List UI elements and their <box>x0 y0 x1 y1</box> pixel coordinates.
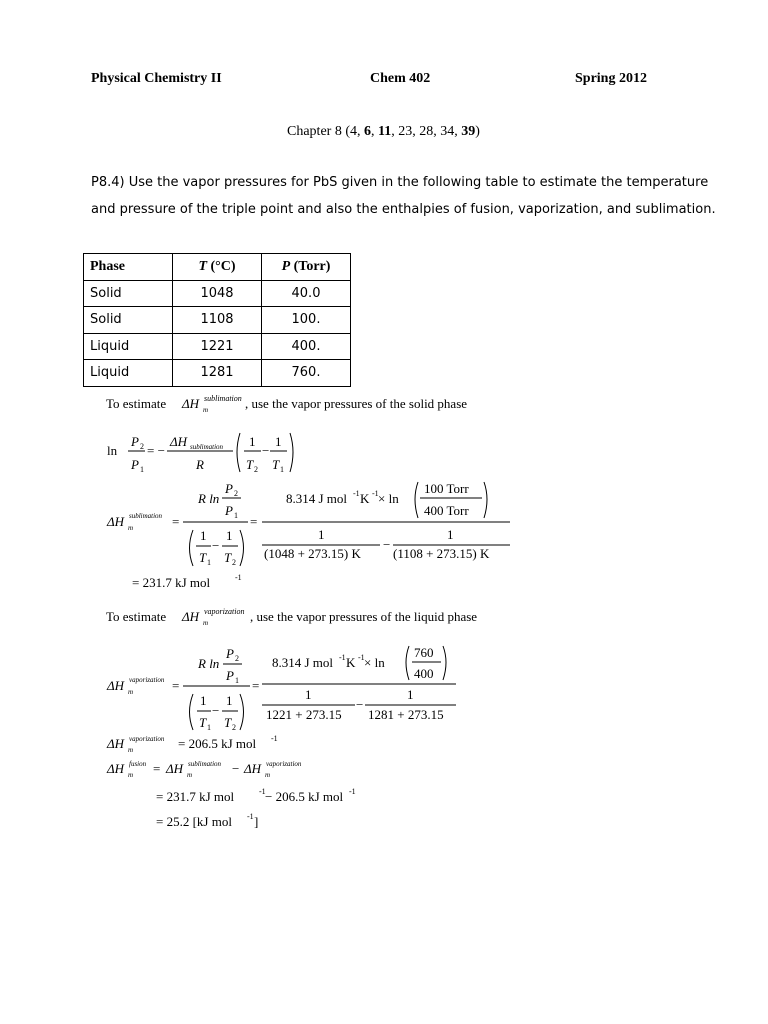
sub-2: 2 <box>232 558 236 567</box>
sup-sublimation: sublimation <box>188 760 222 768</box>
cell-phase: Solid <box>84 307 173 334</box>
inv: -1 <box>235 573 242 582</box>
chapter-suffix: ) <box>475 124 480 139</box>
sub-sublimation: sublimation <box>190 443 224 451</box>
chapter-bold-3: 39 <box>461 124 476 139</box>
dH-symbol: ΔH <box>107 514 125 529</box>
T1: T <box>199 550 207 565</box>
cell-phase: Liquid <box>84 333 173 360</box>
num-400: 400 <box>414 666 434 681</box>
one: 1 <box>407 687 414 702</box>
minus: − <box>212 703 220 718</box>
cell-temperature: 1221 <box>173 333 262 360</box>
denom-1048: (1048 + 273.15) K <box>264 546 361 561</box>
torr-100: 100 Torr <box>424 481 469 496</box>
cell-temperature: 1048 <box>173 280 262 307</box>
sub-m: m <box>128 688 134 696</box>
sub-2: 2 <box>235 654 239 663</box>
num-760: 760 <box>414 645 434 660</box>
one: 1 <box>305 687 312 702</box>
T2: T <box>224 550 232 565</box>
dH-symbol: ΔH <box>107 736 125 751</box>
header-phase: Phase <box>84 254 173 281</box>
sup-vaporization: vaporization <box>204 607 245 616</box>
course-title: Physical Chemistry II <box>91 71 222 86</box>
one: 1 <box>249 434 256 449</box>
one: 1 <box>200 528 207 543</box>
dH-symbol: ΔH <box>170 434 188 449</box>
fusion-line-2-end: ] <box>254 814 259 829</box>
sub-m: m <box>128 771 134 779</box>
one: 1 <box>226 693 233 708</box>
sub-1: 1 <box>140 465 144 474</box>
dH-symbol: ΔH <box>166 761 184 776</box>
const: 8.314 J mol <box>272 655 334 670</box>
header-t-unit: (°C) <box>207 258 236 274</box>
sub-1: 1 <box>235 676 239 685</box>
inv: -1 <box>353 489 360 498</box>
sub-m: m <box>128 524 134 532</box>
sub-1: 1 <box>234 511 238 520</box>
one: 1 <box>200 693 207 708</box>
inv: -1 <box>259 787 266 796</box>
neg-eq: = − <box>147 443 165 458</box>
chapter-prefix: Chapter 8 (4, <box>287 124 364 139</box>
denom-1281: 1281 + 273.15 <box>368 707 444 722</box>
inv: -1 <box>372 489 379 498</box>
T1: T <box>272 457 280 472</box>
eq: = <box>172 678 180 693</box>
sub-2: 2 <box>234 489 238 498</box>
dH-symbol: ΔH <box>182 396 200 411</box>
times-ln: × ln <box>364 655 385 670</box>
Rln: R ln <box>198 491 220 506</box>
sup-vaporization: vaporization <box>129 735 165 743</box>
T2: T <box>224 715 232 730</box>
inv: -1 <box>339 653 346 662</box>
chapter-mid: , 23, 28, 34, <box>391 124 462 139</box>
p1: P <box>131 457 139 472</box>
denom-1221: 1221 + 273.15 <box>266 707 342 722</box>
Rln: R ln <box>198 656 220 671</box>
course-code: Chem 402 <box>370 71 431 86</box>
cell-phase: Liquid <box>84 360 173 387</box>
sub-m: m <box>203 619 209 627</box>
cell-pressure: 40.0 <box>262 280 351 307</box>
inv: -1 <box>271 734 278 743</box>
intro-sublimation-b: , use the vapor pressures of the solid phase <box>245 396 468 411</box>
fusion-line-1a: = 231.7 kJ mol <box>156 789 235 804</box>
sup-fusion: fusion <box>129 760 147 768</box>
K-unit: K <box>346 655 356 670</box>
eq: = <box>172 514 180 529</box>
result-sublimation: = 231.7 kJ mol <box>132 575 211 590</box>
inv: -1 <box>247 812 254 821</box>
one: 1 <box>447 527 454 542</box>
sup-vaporization: vaporization <box>129 676 165 684</box>
torr-400: 400 Torr <box>424 503 469 518</box>
dH-symbol: ΔH <box>182 609 200 624</box>
eq: = <box>153 761 161 776</box>
chapter-bold-1: 6 <box>363 124 371 139</box>
fusion-line-1b: − 206.5 kJ mol <box>265 789 344 804</box>
course-term: Spring 2012 <box>575 71 647 86</box>
cell-pressure: 100. <box>262 307 351 334</box>
chapter-sep: , <box>370 124 378 139</box>
sub-2: 2 <box>232 723 236 732</box>
p2: P <box>225 481 233 496</box>
result-vaporization: = 206.5 kJ mol <box>178 736 257 751</box>
one: 1 <box>318 527 325 542</box>
cell-temperature: 1108 <box>173 307 262 334</box>
intro-vaporization-a: To estimate <box>106 609 167 624</box>
times-ln: × ln <box>378 491 399 506</box>
cell-temperature: 1281 <box>173 360 262 387</box>
sub-m: m <box>128 746 134 754</box>
denom-1108: (1108 + 273.15) K <box>393 546 490 561</box>
header-p-unit: (Torr) <box>290 258 331 274</box>
fusion-line-2: = 25.2 [kJ mol <box>156 814 232 829</box>
cell-phase: Solid <box>84 280 173 307</box>
K-unit: K <box>360 491 370 506</box>
sub-2: 2 <box>140 442 144 451</box>
inv: -1 <box>349 787 356 796</box>
minus: − <box>383 537 391 552</box>
sup-sublimation: sublimation <box>204 394 242 403</box>
dH-symbol: ΔH <box>107 678 125 693</box>
minus: − <box>232 761 240 776</box>
sub-1: 1 <box>280 465 284 474</box>
sub-2: 2 <box>254 465 258 474</box>
minus: − <box>262 443 270 458</box>
problem-line-2: and pressure of the triple point and also the enthalpies of fusion, vaporization, and sublimation. <box>91 202 716 217</box>
minus: − <box>356 697 364 712</box>
sub-1: 1 <box>207 558 211 567</box>
one: 1 <box>275 434 282 449</box>
cell-pressure: 760. <box>262 360 351 387</box>
sup-sublimation: sublimation <box>129 512 163 520</box>
cell-pressure: 400. <box>262 333 351 360</box>
intro-sublimation-a: To estimate <box>106 396 167 411</box>
one: 1 <box>226 528 233 543</box>
problem-line-1: P8.4) Use the vapor pressures for PbS given in the following table to estimate the temperature <box>91 175 709 190</box>
R-symbol: R <box>196 457 204 472</box>
sub-m: m <box>187 771 193 779</box>
intro-vaporization-b: , use the vapor pressures of the liquid phase <box>250 609 478 624</box>
T1: T <box>199 715 207 730</box>
dH-symbol: ΔH <box>107 761 125 776</box>
p2: P <box>131 434 139 449</box>
header-p-var: P <box>281 258 291 274</box>
eq: = <box>250 514 258 529</box>
sub-m: m <box>203 406 209 414</box>
minus: − <box>212 538 220 553</box>
sub-1: 1 <box>207 723 211 732</box>
eq: = <box>252 678 260 693</box>
const: 8.314 J mol <box>286 491 348 506</box>
inv: -1 <box>358 653 365 662</box>
header-t-var: T <box>198 258 207 274</box>
p2: P <box>226 646 234 661</box>
T2: T <box>246 457 254 472</box>
chapter-bold-2: 11 <box>377 124 392 139</box>
ln-symbol: ln <box>107 443 118 458</box>
p1: P <box>226 668 234 683</box>
sup-vaporization: vaporization <box>266 760 302 768</box>
dH-symbol: ΔH <box>244 761 262 776</box>
sub-m: m <box>265 771 271 779</box>
p1: P <box>225 503 233 518</box>
